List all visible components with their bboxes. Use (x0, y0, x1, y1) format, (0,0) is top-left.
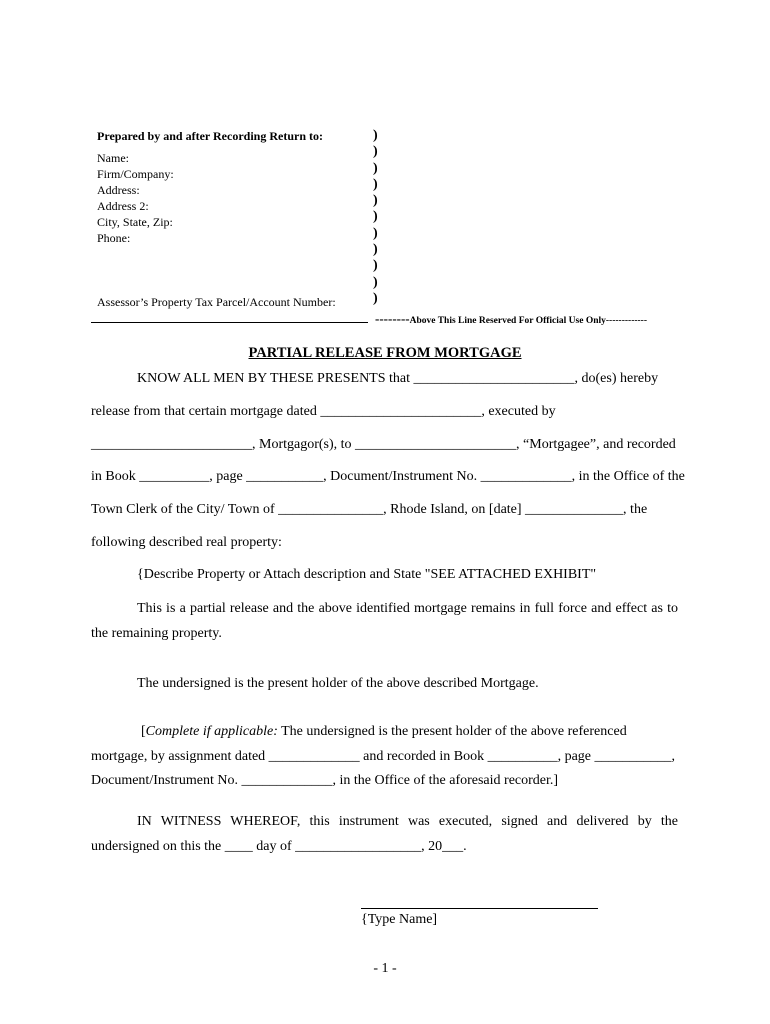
body-line-6: following described real property: (91, 535, 282, 550)
signature-line (361, 908, 598, 909)
name-label: Name: (97, 151, 129, 165)
body-line-4: in Book __________, page ___________, Document/Instrument No. _____________, in the Office of the (91, 469, 685, 484)
holder-statement: The undersigned is the present holder of the above described Mortgage. (137, 676, 539, 691)
address-label: Address: (97, 183, 140, 197)
assignment-line-1: mortgage, by assignment dated _____________ and recorded in Book __________, page ___________, (91, 749, 676, 764)
firm-label: Firm/Company: (97, 167, 174, 181)
partial-release-line-1: This is a partial release and the above identified mortgage remains in full force and effect as to (137, 601, 678, 616)
assessor-label: Assessor’s Property Tax Parcel/Account Number: (97, 295, 336, 309)
city-state-zip-label: City, State, Zip: (97, 215, 173, 229)
header-divider (91, 322, 368, 323)
reserved-dashes: -------- (375, 311, 410, 326)
complete-if-applicable (141, 724, 728, 740)
phone-label: Phone: (97, 231, 131, 245)
describe-property: {Describe Property or Attach description and State "SEE ATTACHED EXHIBIT" (137, 567, 597, 582)
complete-italic: Complete if applicable: (145, 724, 278, 739)
reserved-text: Above This Line Reserved For Official Use Only------------- (409, 316, 648, 326)
witness-line-2: undersigned on this the ____ day of __________________, 20___. (91, 839, 467, 854)
body-line-5: Town Clerk of the City/ Town of _______________, Rhode Island, on [date] ______________, the (91, 502, 648, 517)
return-address-block (97, 128, 367, 309)
body-line-2: release from that certain mortgage dated _______________________, executed by (91, 404, 556, 419)
bracket-column: ) ) ) ) ) ) ) ) ) ) ) (373, 128, 378, 306)
document-title: PARTIAL RELEASE FROM MORTGAGE (248, 345, 522, 361)
type-name: {Type Name] (361, 912, 438, 927)
body-line-3: _______________________, Mortgagor(s), to _______________________, “Mortgagee”, and recorded (91, 437, 676, 452)
page-number: - 1 - (373, 961, 397, 976)
body-line-1: KNOW ALL MEN BY THESE PRESENTS that _______________________, do(es) hereby (137, 371, 659, 386)
address2-label: Address 2: (97, 199, 149, 213)
partial-release-line-2: the remaining property. (91, 626, 222, 641)
witness-line-1: IN WITNESS WHEREOF, this instrument was executed, signed and delivered by the (137, 814, 678, 829)
bracket-open: [ (141, 724, 146, 739)
prepared-by-label: Prepared by and after Recording Return to: (97, 129, 323, 143)
complete-rest: The undersigned is the present holder of the above referenced (277, 724, 627, 739)
assignment-line-2: Document/Instrument No. _____________, in the Office of the aforesaid recorder.] (91, 773, 559, 788)
official-use-notice (375, 311, 647, 327)
